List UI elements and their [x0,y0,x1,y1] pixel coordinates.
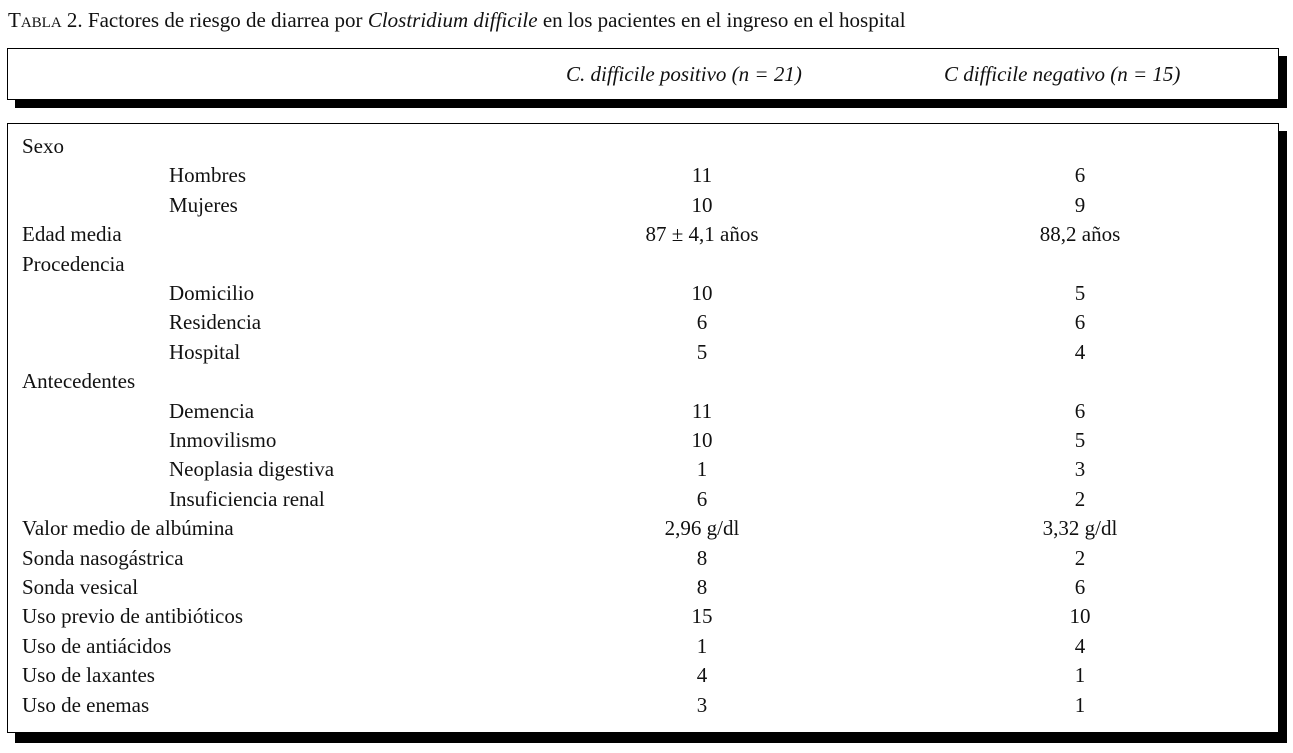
row-label: Valor medio de albúmina [22,516,234,541]
cell-positive: 11 [691,398,713,423]
row-label: Demencia [169,398,255,423]
cell-positive: 1 [696,457,708,482]
row-label: Uso previo de antibióticos [22,604,244,629]
table-row [8,632,1278,661]
table-row [8,514,1278,543]
cell-negative: 5 [1074,428,1086,452]
table-row [8,691,1278,720]
table-body [7,123,1279,733]
table-row [8,455,1278,484]
column-header-negative: C difficile negativo (n = 15) [944,62,1181,86]
row-label: Insuficiencia renal [169,486,325,511]
table-row [8,308,1278,337]
cell-positive: 4 [696,663,708,688]
table-row [8,485,1278,514]
row-label: Uso de antiácidos [22,633,172,658]
caption-text-before: Factores de riesgo de diarrea por [87,8,363,32]
cell-negative: 9 [1074,192,1086,217]
cell-positive: 6 [696,310,708,335]
cell-positive: 10 [691,192,713,217]
caption-text-after: en los pacientes en el ingreso en el hospital [542,8,906,32]
row-label: Sexo [22,134,64,158]
cell-negative: 1 [1074,692,1086,717]
cell-negative: 6 [1074,398,1086,423]
table-row [8,602,1278,631]
row-label: Hombres [169,163,246,188]
row-label: Sonda nasogástrica [22,545,184,570]
table-row [8,338,1278,367]
table-row [8,397,1278,426]
cell-negative: 6 [1074,310,1086,335]
cell-positive: 1 [696,633,708,658]
cell-positive: 2,96 g/dl [664,516,740,541]
cell-positive: 10 [691,281,713,305]
cell-negative: 4 [1074,633,1086,658]
cell-negative: 2 [1074,545,1086,570]
cell-positive: 11 [691,163,713,188]
cell-negative: 2 [1074,486,1086,511]
column-header-positive: C. difficile positivo (n = 21) [566,62,802,86]
row-label: Uso de enemas [22,692,150,717]
row-label: Inmovilismo [169,428,277,452]
row-label: Mujeres [169,192,238,217]
table-row [8,661,1278,690]
cell-positive: 15 [691,604,713,629]
table-row [8,367,1278,396]
row-label: Hospital [169,339,241,364]
cell-negative: 6 [1074,575,1086,599]
table-number: Tabla 2. [8,8,83,32]
table-row [8,132,1278,161]
table-row [8,220,1278,249]
table-row [8,544,1278,573]
cell-negative: 3 [1074,457,1086,482]
cell-negative: 3,32 g/dl [1042,516,1118,541]
cell-positive: 5 [696,339,708,364]
table-row [8,191,1278,220]
row-label: Edad media [22,222,122,247]
table-row [8,161,1278,190]
cell-negative: 88,2 años [1039,222,1121,247]
table-row [8,426,1278,455]
table-header [7,48,1279,100]
table-row [8,573,1278,602]
cell-positive: 3 [696,692,708,717]
row-label: Antecedentes [22,369,136,394]
cell-positive: 8 [696,545,708,570]
row-label: Sonda vesical [22,575,139,599]
cell-positive: 6 [696,486,708,511]
row-label: Neoplasia digestiva [169,457,335,482]
row-label: Residencia [169,310,262,335]
row-label: Uso de laxantes [22,663,155,688]
cell-positive: 87 ± 4,1 años [645,222,759,247]
cell-positive: 10 [691,428,713,452]
row-label: Domicilio [169,281,255,305]
cell-negative: 1 [1074,663,1086,688]
caption-italic-organism: Clostridium difficile [367,8,538,32]
table-caption [8,7,906,33]
table-row [8,279,1278,308]
cell-negative: 5 [1074,281,1086,305]
row-label: Procedencia [22,251,125,276]
cell-negative: 6 [1074,163,1086,188]
cell-negative: 10 [1069,604,1091,629]
table-row [8,250,1278,279]
cell-positive: 8 [696,575,708,599]
cell-negative: 4 [1074,339,1086,364]
